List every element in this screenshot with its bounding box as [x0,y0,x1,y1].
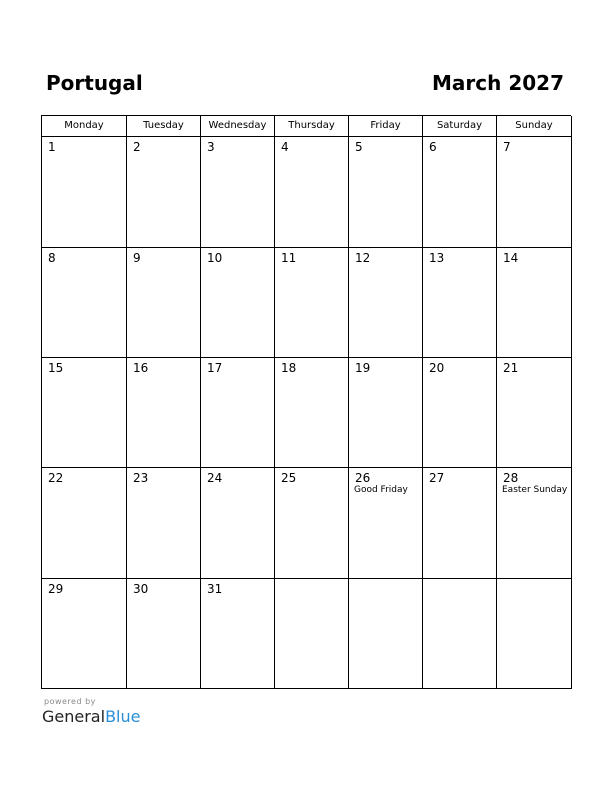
day-number: 29 [48,582,64,596]
holiday-label: Good Friday [354,485,408,495]
day-number: 24 [207,471,223,485]
day-number: 17 [207,361,223,375]
day-cell [423,358,497,468]
brand-name-blue: Blue [105,707,141,726]
day-number: 3 [207,140,215,154]
powered-by-label: powered by [44,697,96,706]
weekday-header-tuesday: Tuesday [127,116,201,137]
brand-name-general: General [42,707,106,726]
day-number: 11 [281,251,297,265]
generalblue-logo [42,697,140,727]
day-cell [423,248,497,358]
day-cell [201,137,275,248]
day-number: 22 [48,471,64,485]
day-number: 7 [503,140,511,154]
day-cell [127,579,201,689]
day-cell [497,358,572,468]
day-number: 31 [207,582,223,596]
empty-day-cell [497,579,572,689]
day-number: 30 [133,582,149,596]
day-number: 4 [281,140,289,154]
day-cell [423,468,497,579]
day-number: 23 [133,471,149,485]
empty-day-cell [349,579,423,689]
day-number: 20 [429,361,445,375]
day-cell [349,137,423,248]
day-number: 28 [503,471,519,485]
day-cell [275,358,349,468]
day-cell [127,137,201,248]
day-cell [423,137,497,248]
day-cell [42,248,127,358]
day-number: 25 [281,471,297,485]
weekday-header-thursday: Thursday [275,116,349,137]
day-cell [497,137,572,248]
day-cell [127,468,201,579]
day-number: 10 [207,251,223,265]
day-cell [275,248,349,358]
day-number: 14 [503,251,519,265]
day-number: 18 [281,361,297,375]
day-cell [497,468,572,579]
empty-day-cell [423,579,497,689]
day-number: 12 [355,251,371,265]
day-cell [42,358,127,468]
day-number: 27 [429,471,445,485]
day-cell [201,468,275,579]
empty-day-cell [275,579,349,689]
weekday-header-saturday: Saturday [423,116,497,137]
brand-wordmark [42,707,140,727]
day-cell [201,579,275,689]
day-number: 8 [48,251,56,265]
day-cell [42,579,127,689]
holiday-label: Easter Sunday [502,485,568,495]
day-cell [349,468,423,579]
day-cell [201,358,275,468]
day-number: 1 [48,140,56,154]
day-number: 5 [355,140,363,154]
day-number: 19 [355,361,371,375]
day-cell [349,358,423,468]
day-cell [201,248,275,358]
day-cell [497,248,572,358]
day-number: 6 [429,140,437,154]
day-number: 9 [133,251,141,265]
day-number: 2 [133,140,141,154]
country-title: Portugal [46,71,143,95]
day-cell [127,248,201,358]
day-cell [127,358,201,468]
day-cell [275,137,349,248]
day-cell [275,468,349,579]
weekday-header-sunday: Sunday [497,116,572,137]
weekday-header-monday: Monday [42,116,127,137]
day-number: 21 [503,361,519,375]
day-cell [349,248,423,358]
day-number: 13 [429,251,445,265]
day-number: 26 [355,471,371,485]
day-cell [42,468,127,579]
day-number: 15 [48,361,64,375]
month-year-title: March 2027 [432,71,564,95]
weekday-header-friday: Friday [349,116,423,137]
day-number: 16 [133,361,149,375]
calendar-grid [41,115,571,689]
day-cell [42,137,127,248]
weekday-header-wednesday: Wednesday [201,116,275,137]
